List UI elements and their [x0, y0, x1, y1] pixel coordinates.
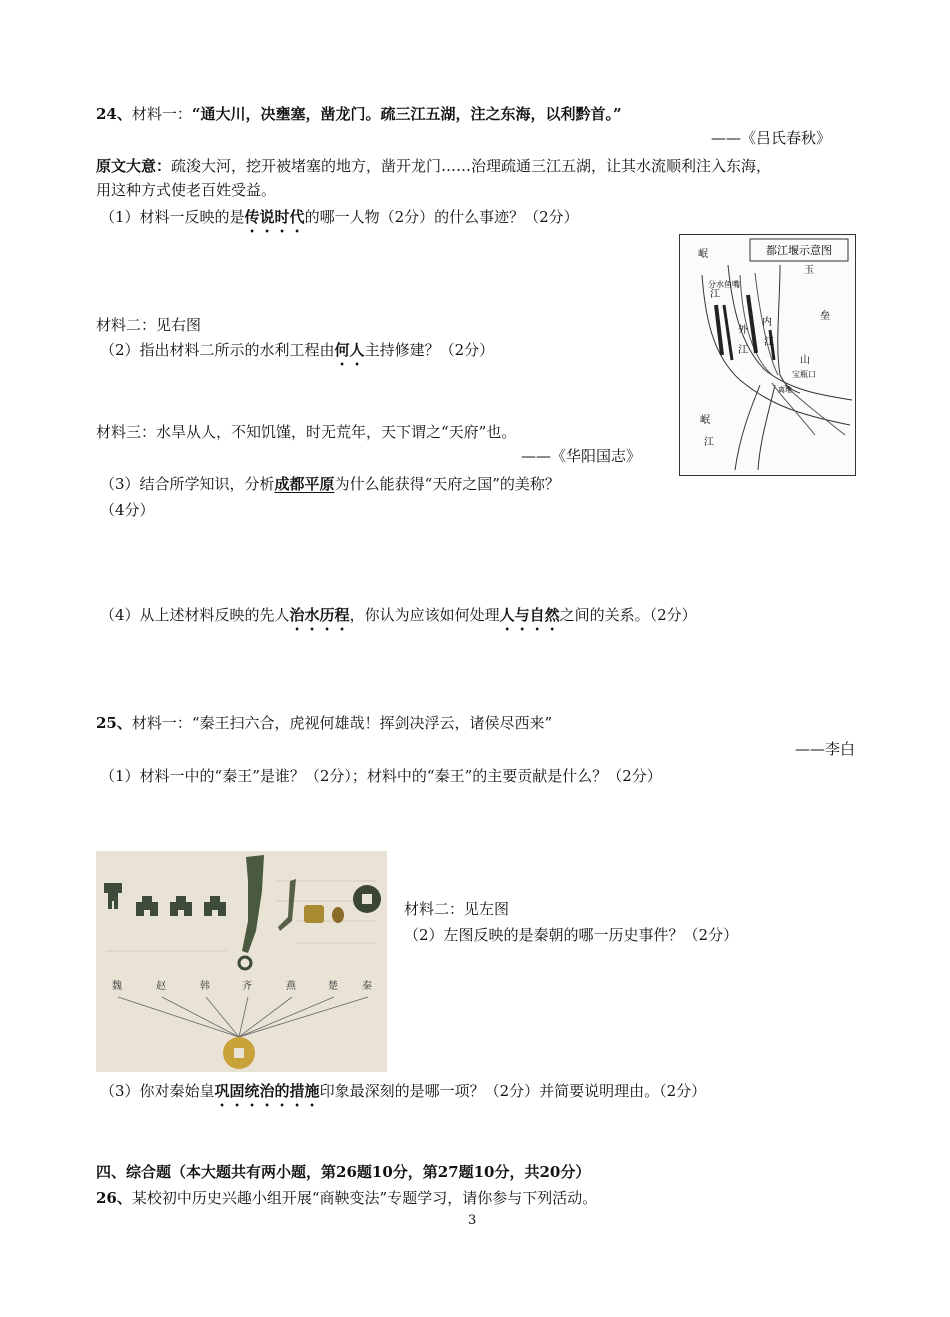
q24-material3-source: ——《华阳国志》: [521, 447, 642, 465]
map-label-neijiang: 江: [764, 337, 774, 348]
coin-state-chu: 楚: [328, 981, 338, 992]
q24-q1-emphasis: 传说时代: [244, 208, 305, 226]
q24-question3: [100, 474, 560, 494]
map-label-waijiang: 江: [738, 345, 748, 356]
q24-question4: [100, 605, 697, 634]
q25-material1: [96, 713, 552, 733]
coins-drawing: [96, 851, 387, 1072]
q26-intro: [96, 1188, 597, 1208]
q24-quote: “通大川，决壅塞，凿龙门。疏三江五湖，注之东海，以利黔首。”: [191, 105, 622, 123]
q24-question1: [100, 207, 579, 236]
map-label-minjiang-1: 岷: [698, 249, 708, 260]
coin-state-wei: 魏: [112, 981, 122, 992]
map-label-wai: 外: [738, 325, 748, 336]
q26-text: 某校初中历史兴趣小组开展“商鞅变法”专题学习，请你参与下列活动。: [131, 1189, 598, 1207]
q24-question3-points: （4分）: [100, 501, 155, 519]
q24-gist-text1: 疏浚大河，挖开被堵塞的地方，凿开龙门……治理疏通三江五湖，让其水流顺利注入东海，: [171, 157, 772, 175]
coin-state-qin: 秦: [362, 981, 372, 992]
map-label-lidui: 离堆: [778, 386, 792, 394]
q25-material1-source: ——李白: [795, 740, 856, 758]
q24-q2-emphasis: 何人: [334, 341, 365, 359]
q24-q4-emphasis1: 治水历程: [289, 606, 350, 624]
q24-q2-text-a: （2）指出材料二所示的水利工程由: [100, 341, 335, 359]
q24-number: 24、: [96, 105, 132, 123]
q24-q4-emphasis2: 人与自然: [499, 606, 560, 624]
q24-gist-line2: 用这种方式使老百姓受益。: [96, 181, 277, 199]
q25-q3-text-a: （3）你对秦始皇: [100, 1082, 215, 1100]
coin-state-qi: 齐: [242, 981, 252, 992]
q25-q3-text-b: 印象最深刻的是哪一项？（2分）并简要说明理由。（2分）: [319, 1082, 707, 1100]
q24-gist-line1: [96, 156, 771, 176]
coin-state-han: 韩: [200, 981, 210, 992]
map-label-fenshuiyuzui: 分水鱼嘴: [708, 280, 740, 289]
map-label-shan: 山: [800, 355, 810, 366]
map-label-minjiang-2: 岷: [700, 415, 710, 426]
q24-material2: 材料二：见右图: [96, 316, 202, 334]
map-label-yu: 玉: [804, 265, 814, 276]
map-label-lei: 垒: [820, 311, 830, 322]
q25-question2: （2）左图反映的是秦朝的哪一历史事件？（2分）: [404, 926, 739, 944]
q24-heading: [96, 104, 622, 124]
q25-question1: （1）材料一中的“秦王”是谁？（2分）；材料中的“秦王”的主要贡献是什么？（2分）: [100, 767, 662, 785]
q24-source: ——《吕氏春秋》: [711, 129, 832, 147]
q24-question2: [100, 340, 494, 369]
q25-material1-text: 材料一：“秦王扫六合，虎视何雄哉！挥剑决浮云，诸侯尽西来”: [131, 714, 553, 732]
q24-q4-text-a: （4）从上述材料反映的先人: [100, 606, 290, 624]
q24-q3-text-a: （3）结合所学知识，分析: [100, 475, 275, 493]
map-label-baopingkou: 宝瓶口: [792, 370, 816, 379]
q24-q4-text-b: ，你认为应该如何处理: [349, 606, 500, 624]
dujiangyan-map: [679, 234, 856, 476]
page-number: 3: [468, 1213, 477, 1228]
q24-material-label: 材料一：: [131, 105, 192, 123]
map-label-nei: 内: [762, 317, 772, 328]
dujiangyan-map-drawing: [680, 235, 855, 475]
q24-q1-text-b: 的哪一人物（2分）的什么事迹？（2分）: [304, 208, 579, 226]
q24-q1-text-a: （1）材料一反映的是: [100, 208, 245, 226]
coin-state-zhao: 赵: [156, 981, 166, 992]
q24-q3-text-b: 为什么能获得“天府之国”的美称？: [334, 475, 560, 493]
map-label-jiang-1: 江: [710, 289, 720, 300]
q24-gist-label: 原文大意：: [96, 157, 172, 175]
coin-state-yan: 燕: [286, 981, 296, 992]
q25-number: 25、: [96, 714, 132, 732]
map-title: 都江堰示意图: [766, 244, 832, 257]
map-label-jiang-2: 江: [704, 437, 714, 448]
qin-coins-image: [96, 851, 387, 1072]
section4-heading: 四、综合题（本大题共有两小题，第26题10分，第27题10分，共20分）: [96, 1163, 591, 1181]
q24-q3-emphasis: 成都平原: [274, 475, 335, 493]
q24-material3: 材料三：水旱从人，不知饥馑，时无荒年，天下谓之“天府”也。: [96, 423, 517, 441]
q24-q4-text-c: 之间的关系。（2分）: [559, 606, 697, 624]
q26-number: 26、: [96, 1189, 132, 1207]
q24-q2-text-b: 主持修建？（2分）: [364, 341, 495, 359]
q25-q3-emphasis: 巩固统治的措施: [214, 1082, 320, 1100]
q25-question3: [100, 1081, 706, 1110]
q25-material2: 材料二：见左图: [404, 900, 510, 918]
